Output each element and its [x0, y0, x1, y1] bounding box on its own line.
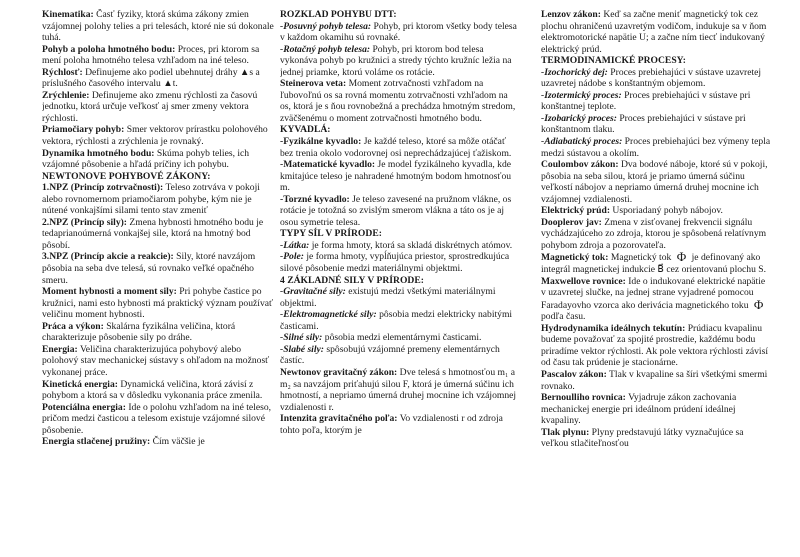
body-text: Magnetický tok	[608, 252, 674, 264]
term-heading: -Izochorický dej:	[541, 66, 608, 78]
paragraph	[42, 124, 276, 147]
term-heading: -Adiabatický proces:	[541, 136, 623, 148]
body-text: Proces, pri ktorom sa mení poloha hmotného telesa vzhľadom na iné teleso.	[42, 43, 260, 67]
term-heading: TERMODINAMICKÉ PROCESY:	[541, 55, 686, 67]
paragraph	[280, 309, 520, 332]
paragraph	[541, 323, 771, 369]
term-heading: 1.NPZ (Princíp zotrvačnosti):	[42, 182, 164, 194]
paragraph	[541, 276, 771, 323]
body-text: Je teleso zavesené na pružnom vlákne, os rotácie je totožná so zvislým smerom vlákna a táto os je aj osou symetrie telesa.	[280, 193, 512, 228]
term-heading: 4 ZÁKLADNÉ SILY V PRÍRODE:	[280, 274, 424, 286]
body-text: Vo vzdialenosti r od zdroja tohto poľa, ktorým je	[280, 413, 503, 436]
body-text: je definovaný ako integrál magnetickej indukcie B⃗ cez orientovanú plochu S.	[541, 252, 767, 276]
body-text: pôsobia medzi elektricky nabitými časticami.	[280, 309, 513, 332]
term-heading: Pascalov zákon:	[541, 368, 607, 380]
term-heading: Kinetická energia:	[42, 378, 118, 390]
paragraph	[42, 90, 276, 125]
body-text: Ide o polohu vzhľadom na iné teleso, pričom medzi časticou a telesom existuje vzájomné silové pôsobenie.	[42, 401, 272, 436]
paragraph	[280, 240, 520, 252]
paragraph	[280, 286, 520, 309]
paragraph	[280, 194, 520, 229]
paragraph	[42, 182, 276, 217]
body-text: Moment zotrvačnosti vzhľadom na ľubovoľnú os sa rovná momentu zotrvačnosti vzhľadom na os, ktorá je s ňou rovnobežná a prechádza hmotným stredom, zväčšenému o moment zotrvačnosti hmotného bodu.	[280, 78, 516, 124]
paragraph	[280, 367, 520, 413]
paragraph	[42, 379, 276, 402]
term-heading: Moment hybnosti a moment sily:	[42, 286, 177, 298]
body-text: Dve telesá s hmotnosťou m₁ a m₂ sa navzájom priťahujú silou F, ktorá je úmerná súčinu ich hmotností, a nepriamo úmerná druhej mocnine ich vzájomnej vzdialenosti r.	[280, 366, 517, 413]
paragraph	[280, 136, 520, 159]
term-heading: -Slabé sily:	[280, 343, 324, 355]
body-text: Teleso zotrváva v pokoji alebo rovnomernom priamočiarom pohybe, kým nie je nútené vonkajšími silami tento stav zmeniť	[42, 182, 260, 217]
term-heading: -Fyzikálne kyvadlo:	[280, 136, 362, 148]
body-text: Ide o indukované elektrické napätie v uzavretej slučke, na jednej strane vyjadrené pomocou Faradayovho vzorca ako derivácia magnetického toku	[541, 275, 766, 311]
paragraph	[541, 113, 771, 136]
flux-symbol: Φ	[753, 296, 764, 312]
term-heading: Priamočiary pohyb:	[42, 124, 125, 136]
paragraph	[541, 159, 771, 205]
paragraph	[42, 67, 276, 90]
paragraph	[42, 171, 276, 183]
term-heading: -Silné sily:	[280, 332, 323, 344]
body-text: Usporiadaný pohyb nábojov.	[610, 205, 723, 217]
body-text: je forma hmoty, ktorá sa skladá diskrétnych atómov.	[309, 239, 513, 251]
paragraph	[42, 286, 276, 321]
term-heading: -Gravitačné sily:	[280, 286, 346, 298]
paragraph	[280, 21, 520, 44]
paragraph	[541, 251, 771, 275]
term-heading: Elektrický prúd:	[541, 205, 611, 217]
paragraph	[280, 413, 520, 436]
paragraph	[541, 55, 771, 67]
term-heading: Coulombov zákon:	[541, 159, 619, 171]
term-heading: Tlak plynu:	[541, 426, 590, 438]
paragraph	[280, 228, 520, 240]
paragraph	[280, 78, 520, 124]
paragraph	[280, 275, 520, 287]
body-text: Časť fyziky, ktorá skúma zákony zmien vzájomnej polohy telies a pri telesách, ktoré nie sú dokonale tuhá.	[42, 9, 274, 44]
paragraph	[541, 67, 771, 90]
body-text: spôsobujú vzájomné premeny elementárnych častíc.	[280, 343, 500, 367]
term-heading: Práca a výkon:	[42, 320, 104, 332]
term-heading: Intenzita gravitačného poľa:	[280, 413, 398, 425]
body-text: Tlak v kvapaline sa šíri všetkými smermi rovnako.	[541, 368, 768, 392]
body-text: Smer vektorov prírastku polohového vektora, rýchlosti a zrýchlenia je rovnaký.	[42, 124, 268, 148]
text-column-left	[42, 9, 276, 557]
paragraph	[541, 392, 771, 427]
body-text: Pohyb, pri ktorom všetky body telesa v každom okamihu sú rovnaké.	[280, 20, 517, 44]
body-text: Proces prebiehajúci bez výmeny tepla medzi sústavou a okolím.	[541, 136, 771, 159]
term-heading: Bernoulliho rovnica:	[541, 392, 626, 404]
body-text: Dva bodové náboje, ktoré sú v pokoji, pôsobia na seba silou, ktorá je priamo úmerná súčinu veľkostí nábojov a nepriamo úmerná druhej mocnine ich vzájomnej vzdialenosti.	[541, 159, 768, 205]
paragraph	[42, 402, 276, 437]
paragraph	[280, 9, 520, 21]
term-heading: -Izobarický proces:	[541, 112, 617, 124]
term-heading: -Látka:	[280, 239, 310, 251]
paragraph	[541, 90, 771, 113]
term-heading: -Rotačný pohyb telesa:	[280, 43, 371, 55]
body-text: Proces prebiehajúci v sústave pri konštantnej teplote.	[541, 89, 751, 113]
term-heading: -Elektromagnetické sily:	[280, 309, 377, 321]
term-heading: -Matematické kyvadlo:	[280, 159, 376, 171]
term-heading: TYPY SÍL V PRÍRODE:	[280, 228, 382, 240]
body-text: Je každé teleso, ktoré sa môže otáčať bez trenia okolo vodorovnej osi neprechádzajúcej ťažiskom.	[280, 136, 512, 159]
term-heading: Rýchlosť:	[42, 66, 83, 78]
body-text: Zmena hybnosti hmotného bodu je tedaprianoúmerná vonkajšej sile, ktorá na hmotný bod pôsobí.	[42, 216, 264, 251]
body-text: Skalárna fyzikálna veličina, ktorá charakterizuje pôsobenie sily po dráhe.	[42, 320, 236, 344]
term-heading: Energia stlačenej pružiny:	[42, 436, 151, 448]
body-text: pôsobia medzi elementárnymi časticami.	[322, 332, 482, 344]
term-heading: Magnetický tok:	[541, 252, 609, 264]
term-heading: 2.NPZ (Princíp sily):	[42, 216, 128, 228]
paragraph	[541, 205, 771, 217]
paragraph	[42, 9, 276, 44]
paragraph	[541, 9, 771, 55]
term-heading: Zrýchlenie:	[42, 89, 90, 101]
paragraph	[42, 436, 276, 448]
term-heading: -Posuvný pohyb telesa:	[280, 20, 372, 32]
paragraph	[42, 344, 276, 379]
body-text: existujú medzi všetkými materiálnymi objektmi.	[280, 286, 496, 309]
text-column-right	[541, 9, 771, 557]
body-text: Zmena v zisťovanej frekvencii signálu vychádzajúceho zo zdroja, ktorou je spôsobená relatívnym pohybom zdroja a pozorovateľa.	[541, 216, 767, 251]
body-text: Keď sa začne meniť magnetický tok cez plochu ohraničenú uzavretým vodičom, indukuje sa v ňom elektromotorické napätie U; a začne ním tiecť indukovaný elektrický prúd.	[541, 9, 767, 55]
body-text: podľa času.	[541, 311, 586, 323]
paragraph	[541, 427, 771, 450]
term-heading: Newtonov gravitačný zákon:	[280, 366, 398, 378]
paragraph	[280, 251, 520, 274]
body-text: Skúma pohyb telies, ich vzájomné pôsobenie a hľadá príčiny ich pohybu.	[42, 147, 250, 171]
term-heading: Pohyb a poloha hmotného bodu:	[42, 43, 176, 55]
term-heading: 3.NPZ (Princíp akcie a reakcie):	[42, 251, 174, 263]
body-text: Dynamická veličina, ktorá závisí z pohybom a ktorá sa v dôsledku vykonania práce zmenila.	[42, 378, 263, 402]
term-heading: -Izotermický proces:	[541, 89, 622, 101]
paragraph	[541, 136, 771, 159]
paragraph	[42, 321, 276, 344]
term-heading: Dynamika hmotného bodu:	[42, 147, 155, 159]
term-heading: KYVADLÁ:	[280, 124, 331, 136]
paragraph	[42, 251, 276, 286]
body-text: Veličina charakterizujúca pohybový alebo polohový stav mechanickej sústavy s ohľadom na možnosť vykonanej práce.	[42, 343, 270, 378]
body-text: Čím väčšie je	[150, 436, 205, 448]
text-column-middle	[280, 9, 520, 557]
paragraph	[280, 159, 520, 194]
paragraph	[541, 369, 771, 392]
paragraph	[280, 124, 520, 136]
paragraph	[541, 217, 771, 252]
term-heading: -Pole:	[280, 251, 304, 263]
paragraph	[42, 217, 276, 252]
term-heading: Hydrodynamika ideálnych tekutín:	[541, 322, 686, 334]
body-text: Plyny predstavujú látky vyznačujúce sa veľkou stlačiteľnosťou	[541, 426, 744, 450]
paragraph	[280, 44, 520, 79]
body-text: Definujeme ako podiel ubehnutej dráhy ▲s a príslušného časového intervalu ▲t.	[42, 66, 260, 90]
body-text: Pohyb, pri ktorom bod telesa vykonáva pohyb po kružnici a stredy týchto kružníc ležia na jednej priamke, ktorú voláme os rotácie.	[280, 43, 512, 78]
term-heading: Potenciálna energia:	[42, 401, 126, 413]
term-heading: NEWTONOVE POHYBOVÉ ZÁKONY:	[42, 170, 211, 182]
term-heading: ROZKLAD POHYBU DTT:	[280, 9, 397, 20]
body-text: Sily, ktoré navzájom pôsobia na seba dve telesá, sú rovnako veľké opačného smeru.	[42, 251, 256, 286]
term-heading: Steinerova veta:	[280, 78, 347, 90]
body-text: je forma hmoty, vypĺňujúca priestor, sprostredkujúca silové pôsobenie medzi materiálnymi objektmi.	[280, 251, 510, 275]
flux-symbol: Φ	[676, 249, 687, 265]
body-text: Pri pohybe častice po kružnici, nami esto hybnosti má praktický význam používať veličinu moment hybnosti.	[42, 286, 274, 321]
paragraph	[42, 148, 276, 171]
body-text: Prúdiacu kvapalinu budeme považovať za spojité prostredie, každému bodu priradíme vektor rýchlosti. Ak pole vektora rýchlosti závisí od času tak prúdenie je stacionárne.	[541, 322, 768, 369]
term-heading: Maxwellove rovnice:	[541, 275, 626, 287]
paragraph	[42, 44, 276, 67]
body-text: Vyjadruje zákon zachovania mechanickej energie pri ideálnom prúdení ideálnej kvapaliny.	[541, 392, 737, 427]
term-heading: Energia:	[42, 343, 78, 355]
body-text: Proces prebiehajúci v sústave uzavretej uzavretej nádobe s konštantným objemom.	[541, 66, 762, 90]
paragraph	[280, 332, 520, 344]
term-heading: Dooplerov jav:	[541, 216, 602, 228]
term-heading: -Torzné kyvadlo:	[280, 193, 350, 205]
body-text: Proces prebiehajúci v sústave pri konštantnom tlaku.	[541, 112, 746, 136]
term-heading: Kinematika:	[42, 9, 94, 20]
paragraph	[280, 344, 520, 367]
body-text: Definujeme ako zmenu rýchlosti za časovú jednotku, ktorá určuje veľkosť aj smer zmeny vektora rýchlosti.	[42, 89, 258, 124]
term-heading: Lenzov zákon:	[541, 9, 601, 20]
body-text: Je model fyzikálneho kyvadla, kde kmitajúce teleso je nahradené hmotným bodom hmotnosťou m.	[280, 159, 512, 194]
